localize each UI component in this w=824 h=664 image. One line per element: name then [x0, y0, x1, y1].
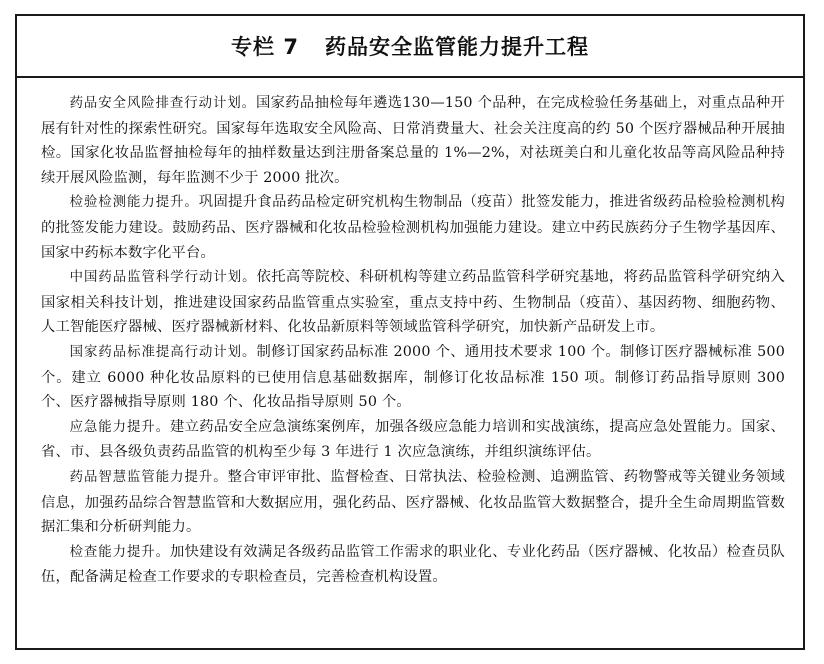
- paragraph-emergency: [41, 415, 785, 465]
- box-title-prefix: 专栏 7: [231, 35, 299, 59]
- paragraph-lead: 检验检测能力提升。: [69, 195, 199, 211]
- box-title-bar: [17, 16, 803, 78]
- paragraph-lead: 应急能力提升。: [69, 419, 170, 435]
- paragraph-text: 建立药品安全应急演练案例库，加强各级应急能力培训和实战演练，提高应急处置能力。国家、省、市、县各级负责药品监管的机构至少每 3 年进行 1 次应急演练，并组织演练评估。: [41, 418, 785, 461]
- paragraph-text: 依托高等院校、科研机构等建立药品监管科学研究基地，将药品监管科学研究纳入国家相关科技计划，推进建设国家药品监管重点实验室，重点支持中药、生物制品（疫苗）、基因药物、细胞药物、人工智能医疗器械、医疗器械新材料、化妆品新原料等领域监管科学研究，加快新产品研发上市。: [41, 269, 786, 336]
- paragraph-inspection: [41, 540, 785, 590]
- paragraph-lead: 药品安全风险排查行动计划。: [69, 96, 256, 111]
- paragraph-regulatory-science: [41, 265, 785, 340]
- box-body: [41, 91, 785, 590]
- paragraph-text: 整合审评审批、监督检查、日常执法、检验检测、追溯监管、药物警戒等关键业务领域信息，加强药品综合智慧监管和大数据应用，强化药品、医疗器械、化妆品监管大数据整合，提升全生命周期监管数据汇集和分析研判能力。: [41, 468, 785, 536]
- box-title-main: 药品安全监管能力提升工程: [324, 35, 589, 59]
- paragraph-smart-regulation: [41, 465, 785, 540]
- paragraph-standards: [41, 340, 785, 415]
- column-box: [15, 14, 805, 650]
- box-title: [231, 31, 589, 61]
- paragraph-text: 国家药品抽检每年遴选130—150 个品种，在完成检验任务基础上，对重点品种开展有针对性的探索性研究。国家每年选取安全风险高、日常消费量大、社会关注度高的约 50 个医疗器械品种开展抽检。国家化妆品监督抽检每年的抽样数量达到注册备案总量的 1%—2%，对祛斑美白和儿童化妆品等高风险品种持续开展风险监测，每年监测不少于 2000 批次。: [41, 95, 785, 186]
- paragraph-lead: 药品智慧监管能力提升。: [69, 469, 228, 485]
- paragraph-risk-screening: [41, 91, 785, 190]
- paragraph-lead: 国家药品标准提高行动计划。: [69, 344, 257, 360]
- paragraph-text: 巩固提升食品药品检定研究机构生物制品（疫苗）批签发能力，推进省级药品检验检测机构的批签发能力建设。鼓励药品、医疗器械和化妆品检验检测机构加强能力建设。建立中药民族药分子生物学基因库、国家中药标本数字化平台。: [41, 194, 785, 261]
- paragraph-lead: 中国药品监管科学行动计划。: [69, 270, 257, 286]
- paragraph-text: 制修订国家药品标准 2000 个、通用技术要求 100 个。制修订医疗器械标准 500 个。建立 6000 种化妆品原料的已使用信息基础数据库，制修订化妆品标准 150 项。制修订药品指导原则 300 个、医疗器械指导原则 180 个、化妆品指导原则 50 个。: [41, 343, 786, 411]
- paragraph-lead: 检查能力提升。: [69, 544, 170, 560]
- paragraph-text: 加快建设有效满足各级药品监管工作需求的职业化、专业化药品（医疗器械、化妆品）检查员队伍，配备满足检查工作要求的专职检查员，完善检查机构设置。: [41, 543, 785, 586]
- paragraph-testing-capacity: [41, 190, 785, 265]
